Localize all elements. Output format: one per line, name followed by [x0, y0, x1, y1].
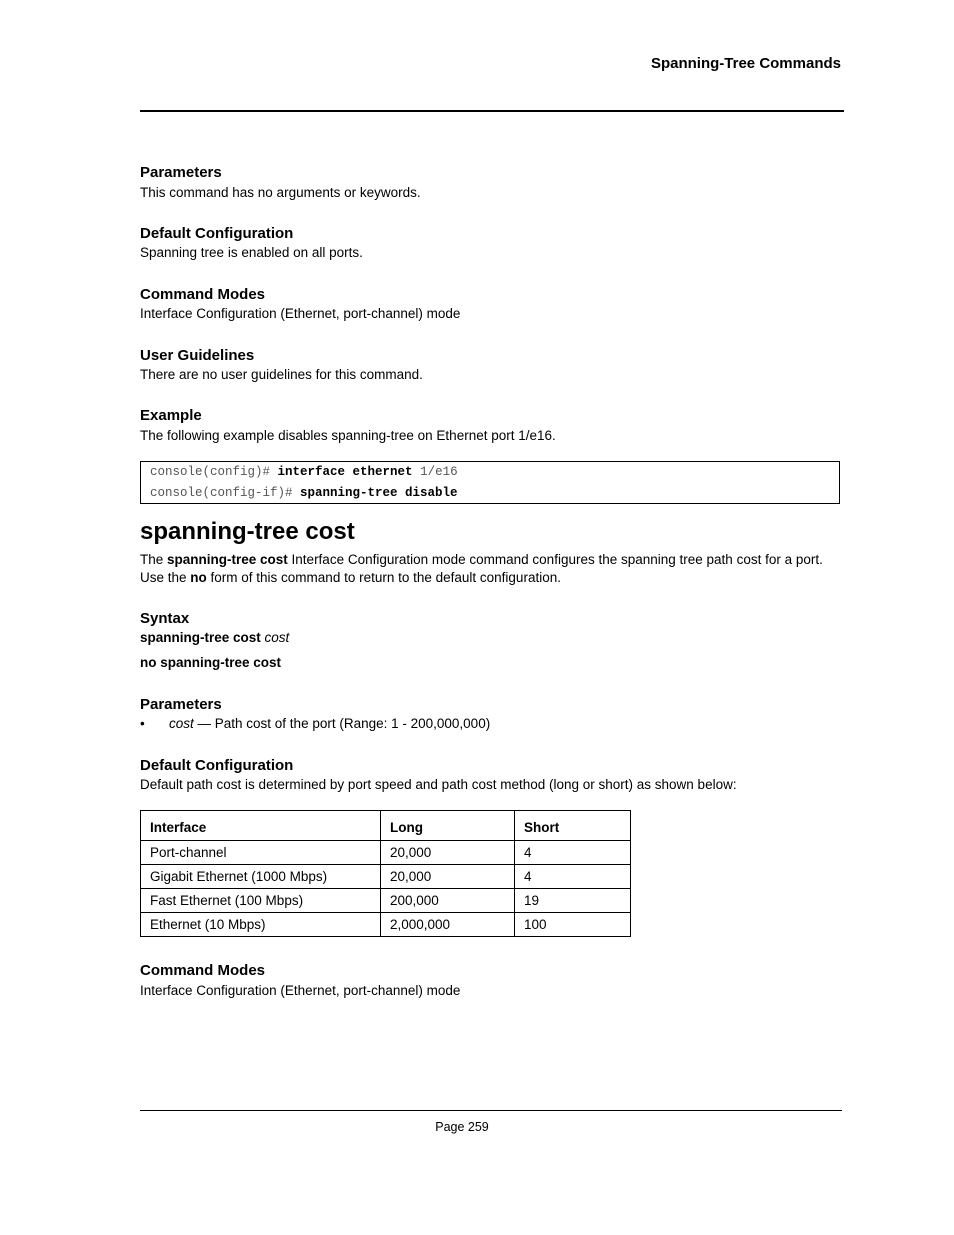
table-row [141, 889, 631, 913]
table-cell: 200,000 [381, 889, 515, 913]
command-modes-heading-2: Command Modes [140, 962, 266, 979]
user-guidelines-heading: User Guidelines [140, 347, 255, 364]
code-command: interface ethernet [277, 465, 413, 479]
code-prompt: console(config)# [150, 465, 278, 479]
intro-paragraph: The spanning-tree cost Interface Configuration mode command configures the spanning tree path cost for a port. Use the no form of this command to return to the default configuration. [140, 552, 823, 585]
parameters-heading: Parameters [140, 164, 222, 181]
table-cell: 2,000,000 [381, 913, 515, 937]
command-modes-text-2: Interface Configuration (Ethernet, port-channel) mode [140, 983, 461, 998]
default-config-heading-2: Default Configuration [140, 757, 294, 774]
table-cell: 20,000 [381, 841, 515, 865]
code-example [140, 461, 840, 504]
table-header-cell: Long [381, 811, 515, 841]
default-config-text-2: Default path cost is determined by port speed and path cost method (long or short) as shown below: [140, 777, 737, 792]
table-cell: Fast Ethernet (100 Mbps) [141, 889, 381, 913]
bullet-icon: • [140, 716, 145, 731]
table-cell: Gigabit Ethernet (1000 Mbps) [141, 865, 381, 889]
running-header: Spanning-Tree Commands [650, 55, 841, 72]
header-rule [140, 110, 844, 112]
table-cell: 4 [515, 865, 631, 889]
table-cell: 100 [515, 913, 631, 937]
table-row [141, 841, 631, 865]
default-config-text: Spanning tree is enabled on all ports. [140, 245, 363, 260]
section-title: spanning-tree cost [140, 518, 355, 545]
code-prompt: console(config-if)# [150, 486, 301, 500]
user-guidelines-text: There are no user guidelines for this command. [140, 367, 423, 382]
table-cell: 19 [515, 889, 631, 913]
table-cell: Ethernet (10 Mbps) [141, 913, 381, 937]
example-text: The following example disables spanning-tree on Ethernet port 1/e16. [140, 428, 556, 443]
syntax-heading: Syntax [140, 610, 190, 627]
footer-rule [140, 1110, 842, 1111]
page-number: Page 259 [435, 1120, 489, 1134]
code-line [150, 465, 458, 479]
table-header-cell: Interface [141, 811, 381, 841]
example-heading: Example [140, 407, 202, 424]
default-config-heading: Default Configuration [140, 225, 294, 242]
table-header-row [141, 811, 631, 841]
code-line [150, 486, 458, 500]
table-cell: Port-channel [141, 841, 381, 865]
parameters-text: This command has no arguments or keywords. [140, 185, 421, 200]
table-row [141, 865, 631, 889]
table-header-cell: Short [515, 811, 631, 841]
table-cell: 4 [515, 841, 631, 865]
command-modes-text: Interface Configuration (Ethernet, port-channel) mode [140, 306, 461, 321]
parameters-heading-2: Parameters [140, 696, 222, 713]
syntax-line-2: no spanning-tree cost [140, 655, 282, 670]
table-row [141, 913, 631, 937]
table-cell: 20,000 [381, 865, 515, 889]
path-cost-table [140, 810, 631, 937]
code-argument: 1/e16 [412, 465, 458, 479]
parameter-item: cost — Path cost of the port (Range: 1 - 200,000,000) [169, 716, 491, 731]
command-modes-heading: Command Modes [140, 286, 266, 303]
code-command: spanning-tree disable [300, 486, 458, 500]
syntax-line-1: spanning-tree cost cost [140, 630, 290, 645]
